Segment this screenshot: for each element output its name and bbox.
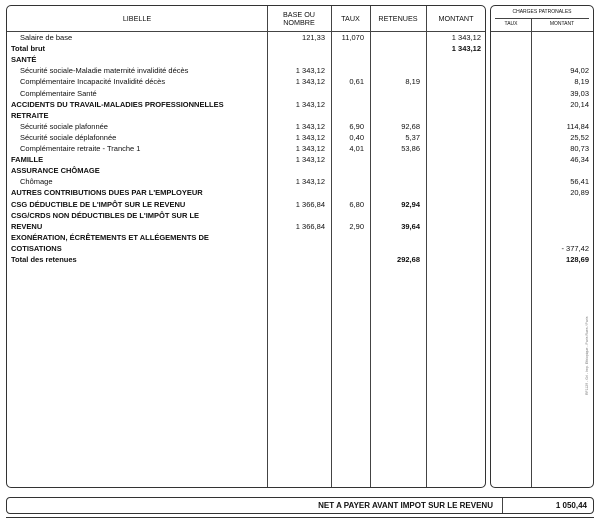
- patronal-row: [491, 76, 593, 87]
- patronal-row: [491, 187, 593, 198]
- row-base: 1 343,12: [295, 177, 325, 187]
- table-row: [7, 254, 485, 265]
- table-row: [7, 165, 485, 176]
- header-patron-taux: TAUX: [504, 21, 518, 27]
- row-base: 1 343,12: [295, 121, 325, 131]
- row-label: Salaire de base: [20, 33, 73, 42]
- table-row: [7, 43, 485, 54]
- table-row: [7, 65, 485, 76]
- header-patron-montant: MONTANT: [549, 21, 575, 27]
- header-base: BASE OU NOMBRE: [283, 9, 315, 27]
- charges-patronales-table: [490, 5, 594, 488]
- table-row: [7, 232, 485, 243]
- row-base: 1 343,12: [295, 77, 325, 87]
- row-base: 1 366,84: [295, 199, 325, 209]
- patronal-row: [491, 132, 593, 143]
- net-label: NET A PAYER AVANT IMPOT SUR LE REVENU: [318, 501, 493, 510]
- row-base: 1 343,12: [295, 144, 325, 153]
- row-label: AUTRES CONTRIBUTIONS DUES PAR L'EMPLOYEUR: [11, 188, 203, 198]
- table-row: [7, 143, 485, 154]
- row-patron-montant: 20,89: [570, 188, 589, 198]
- row-label: Sécurité sociale-Maladie maternité invalidité décès: [20, 66, 189, 76]
- row-base: 1 343,12: [295, 132, 325, 142]
- net-a-payer-box: [6, 497, 594, 514]
- row-patron-montant: 80,73: [570, 144, 589, 153]
- row-montant: 1 343,12: [451, 44, 481, 54]
- row-label: RETRAITE: [11, 110, 49, 120]
- table-row: [7, 132, 485, 143]
- row-taux: 11,070: [341, 33, 364, 42]
- row-retenues: 39,64: [401, 221, 420, 231]
- row-label: CSG DÉDUCTIBLE DE L'IMPÔT SUR LE REVENU: [11, 199, 186, 209]
- row-patron-montant: 20,14: [570, 99, 589, 109]
- table-row: [7, 221, 485, 232]
- table-row: [7, 121, 485, 132]
- patronal-row: [491, 121, 593, 132]
- row-retenues: 8,19: [405, 77, 420, 87]
- row-label: SANTÉ: [11, 55, 37, 65]
- table-row: [7, 99, 485, 110]
- row-retenues: 92,94: [401, 199, 420, 209]
- header-montant: MONTANT: [438, 13, 474, 23]
- table-row: [7, 88, 485, 99]
- patronal-row: [491, 199, 593, 210]
- row-taux: 2,90: [349, 221, 364, 231]
- row-patron-montant: 25,52: [570, 132, 589, 142]
- row-patron-montant: 8,19: [574, 77, 589, 87]
- header-libelle: LIBELLE: [122, 13, 152, 23]
- row-label: Complémentaire retraite - Tranche 1: [20, 144, 141, 153]
- row-label: COTISATIONS: [11, 243, 62, 253]
- row-label: EXONÉRATION, ÉCRÊTEMENTS ET ALLÉGEMENTS DE: [11, 232, 209, 242]
- bottom-rule: [6, 517, 594, 518]
- row-label: Chômage: [20, 177, 53, 187]
- header-divider: [495, 18, 589, 19]
- row-patron-montant: 94,02: [570, 66, 589, 76]
- patronal-row: [491, 210, 593, 221]
- table-row: [7, 187, 485, 198]
- patronal-row: [491, 88, 593, 99]
- row-label: Complémentaire Incapacité Invalidité décès: [20, 77, 166, 87]
- patronal-row: [491, 243, 593, 254]
- patronal-row: [491, 54, 593, 65]
- table-row: [7, 176, 485, 187]
- net-value: 1 050,44: [555, 501, 587, 510]
- patronal-row: [491, 110, 593, 121]
- patronal-row: [491, 99, 593, 110]
- row-label: REVENU: [11, 221, 43, 231]
- row-taux: 0,61: [349, 77, 364, 87]
- table-row: [7, 32, 485, 43]
- patronal-row: [491, 154, 593, 165]
- row-taux: 6,90: [349, 121, 364, 131]
- row-taux: 6,80: [349, 199, 364, 209]
- row-base: 1 343,12: [295, 99, 325, 109]
- row-base: 1 343,12: [295, 66, 325, 76]
- patronal-row: [491, 165, 593, 176]
- patronal-row: [491, 143, 593, 154]
- row-retenues: 5,37: [405, 132, 420, 142]
- row-label: ACCIDENTS DU TRAVAIL-MALADIES PROFESSIONNELLES: [11, 99, 224, 109]
- patronal-row: [491, 32, 593, 43]
- row-patron-montant: 46,34: [570, 155, 589, 165]
- row-label: Total des retenues: [11, 255, 77, 264]
- row-patron-montant: 114,84: [566, 121, 589, 131]
- patronal-row: [491, 43, 593, 54]
- table-row: [7, 243, 485, 254]
- row-base: 1 343,12: [295, 155, 325, 165]
- row-label: FAMILLE: [11, 155, 44, 165]
- payslip-table: [6, 5, 486, 488]
- table-row: [7, 154, 485, 165]
- header-taux: TAUX: [341, 13, 360, 23]
- patronal-row: [491, 65, 593, 76]
- header-retenues: RETENUES: [378, 13, 418, 23]
- table-row: [7, 110, 485, 121]
- row-retenues: 53,86: [401, 144, 420, 153]
- row-base: 1 366,84: [295, 221, 325, 231]
- printer-reference: RF1129 - Grl - Imp. Ethiopique - Paris Rues / Paris: [585, 316, 589, 395]
- patronal-row: [491, 221, 593, 232]
- patronal-row: [491, 254, 593, 265]
- row-label: Complémentaire Santé: [20, 88, 97, 98]
- row-label: CSG/CRDS NON DÉDUCTIBLES DE L'IMPÔT SUR LE: [11, 210, 200, 220]
- row-taux: 4,01: [349, 144, 364, 153]
- row-patron-montant: 56,41: [570, 177, 589, 187]
- table-row: [7, 54, 485, 65]
- table-row: [7, 210, 485, 221]
- row-label: Sécurité sociale plafonnée: [20, 121, 108, 131]
- row-label: Total brut: [11, 44, 46, 54]
- table-row: [7, 199, 485, 210]
- patronal-row: [491, 176, 593, 187]
- row-retenues: 292,68: [397, 255, 420, 264]
- row-retenues: 92,68: [401, 121, 420, 131]
- row-patron-montant: 128,69: [566, 255, 589, 264]
- net-divider: [502, 498, 503, 513]
- row-patron-montant: - 377,42: [561, 243, 589, 253]
- row-montant: 1 343,12: [451, 33, 481, 42]
- row-patron-montant: 39,03: [570, 88, 589, 98]
- row-label: Sécurité sociale déplafonnée: [20, 132, 117, 142]
- header-charges-patronales: CHARGES PATRONALES: [512, 9, 572, 15]
- row-taux: 0,40: [349, 132, 364, 142]
- row-label: ASSURANCE CHÔMAGE: [11, 166, 100, 176]
- patronal-row: [491, 232, 593, 243]
- row-base: 121,33: [302, 33, 325, 42]
- table-row: [7, 76, 485, 87]
